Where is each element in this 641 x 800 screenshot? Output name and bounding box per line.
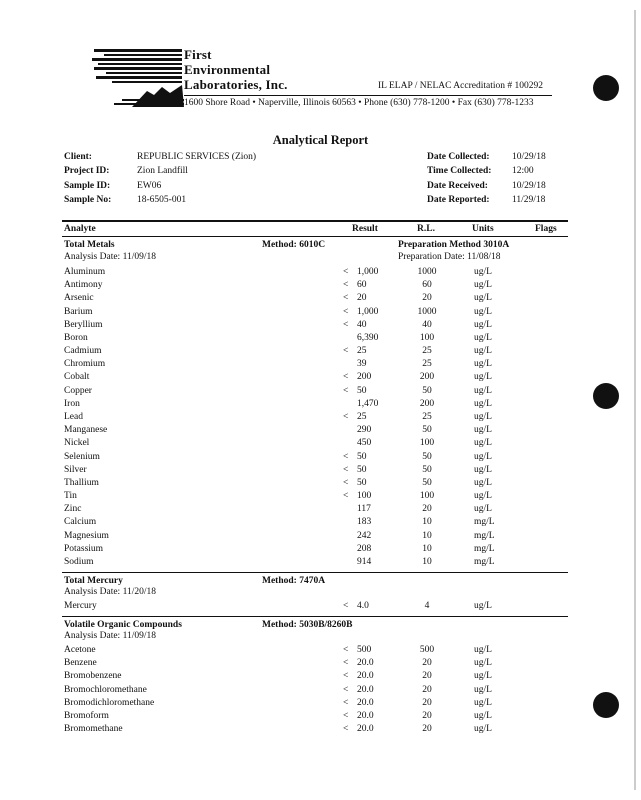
unit-value: ug/L bbox=[474, 724, 492, 735]
unit-value: ug/L bbox=[474, 697, 492, 708]
less-than-qualifier: < bbox=[343, 411, 349, 422]
result-value: 183 bbox=[357, 517, 372, 528]
section-method: Method: 7470A bbox=[262, 576, 326, 586]
analyte-name: Aluminum bbox=[64, 267, 106, 277]
table-row bbox=[0, 412, 641, 425]
unit-value: ug/L bbox=[474, 711, 492, 721]
result-value: 500 bbox=[357, 645, 372, 655]
table-row bbox=[0, 658, 641, 671]
result-value: 20.0 bbox=[357, 697, 374, 708]
table-row bbox=[0, 386, 641, 399]
analyte-name: Magnesium bbox=[64, 530, 109, 541]
less-than-qualifier: < bbox=[343, 697, 349, 708]
result-value: 25 bbox=[357, 346, 367, 357]
company-logo-icon bbox=[92, 47, 187, 107]
table-row bbox=[0, 724, 641, 737]
result-value: 20.0 bbox=[357, 724, 374, 735]
result-value: 1,000 bbox=[357, 306, 379, 317]
result-value: 290 bbox=[357, 425, 372, 436]
table-row bbox=[0, 671, 641, 684]
table-row bbox=[0, 478, 641, 491]
result-value: 60 bbox=[357, 280, 367, 291]
project-label: Project ID: bbox=[64, 166, 110, 176]
result-value: 40 bbox=[357, 319, 367, 330]
sample-id-value: EW06 bbox=[137, 181, 162, 191]
column-header-analyte: Analyte bbox=[64, 224, 96, 234]
result-value: 1,470 bbox=[357, 398, 379, 409]
section-analysis-date: Analysis Date: 11/09/18 bbox=[64, 631, 156, 641]
table-row bbox=[0, 438, 641, 451]
table-row bbox=[0, 346, 641, 359]
punch-hole bbox=[593, 75, 619, 101]
result-value: 20.0 bbox=[357, 684, 374, 695]
table-row bbox=[0, 465, 641, 478]
unit-value: mg/L bbox=[474, 530, 495, 541]
table-top-rule bbox=[62, 220, 568, 222]
reporting-limit: 20 bbox=[422, 293, 432, 304]
unit-value: ug/L bbox=[474, 293, 492, 304]
table-row bbox=[0, 711, 641, 724]
section-prep-method: Preparation Method 3010A bbox=[398, 240, 510, 250]
table-row bbox=[0, 452, 641, 465]
section-prep-date: Preparation Date: 11/08/18 bbox=[398, 252, 501, 262]
less-than-qualifier: < bbox=[343, 658, 349, 669]
less-than-qualifier: < bbox=[343, 724, 349, 735]
section-method: Method: 5030B/8260B bbox=[262, 620, 353, 630]
company-address: 1600 Shore Road • Naperville, Illinois 60563 • Phone (630) 778-1200 • Fax (630) 778-1233 bbox=[184, 98, 534, 108]
section-divider bbox=[62, 572, 568, 573]
table-row bbox=[0, 491, 641, 504]
less-than-qualifier: < bbox=[343, 477, 349, 488]
less-than-qualifier: < bbox=[343, 451, 349, 462]
table-row bbox=[0, 372, 641, 385]
unit-value: ug/L bbox=[474, 411, 492, 422]
result-value: 117 bbox=[357, 504, 371, 515]
reporting-limit: 100 bbox=[419, 332, 435, 343]
less-than-qualifier: < bbox=[343, 671, 349, 682]
analyte-name: Beryllium bbox=[64, 319, 103, 330]
analyte-name: Arsenic bbox=[64, 293, 94, 304]
unit-value: mg/L bbox=[474, 556, 495, 567]
analyte-name: Nickel bbox=[64, 438, 90, 449]
table-row bbox=[0, 307, 641, 320]
unit-value: ug/L bbox=[474, 671, 492, 682]
less-than-qualifier: < bbox=[343, 491, 349, 502]
reporting-limit: 20 bbox=[422, 724, 432, 735]
less-than-qualifier: < bbox=[343, 385, 349, 396]
analyte-name: Calcium bbox=[64, 517, 97, 528]
result-value: 6,390 bbox=[357, 332, 379, 343]
table-row bbox=[0, 425, 641, 438]
result-value: 1,000 bbox=[357, 267, 379, 277]
unit-value: ug/L bbox=[474, 438, 492, 449]
less-than-qualifier: < bbox=[343, 280, 349, 291]
result-value: 450 bbox=[357, 438, 372, 449]
reporting-limit: 25 bbox=[422, 346, 432, 357]
reporting-limit: 25 bbox=[422, 359, 432, 370]
reporting-limit: 50 bbox=[422, 385, 432, 396]
less-than-qualifier: < bbox=[343, 645, 349, 655]
unit-value: ug/L bbox=[474, 601, 492, 611]
table-row bbox=[0, 544, 641, 557]
result-value: 208 bbox=[357, 543, 372, 554]
analyte-name: Antimony bbox=[64, 280, 103, 291]
table-row bbox=[0, 267, 641, 280]
unit-value: mg/L bbox=[474, 543, 495, 554]
reporting-limit: 100 bbox=[419, 491, 435, 502]
reporting-limit: 1000 bbox=[417, 267, 437, 277]
unit-value: ug/L bbox=[474, 332, 492, 343]
company-name-line: Laboratories, Inc. bbox=[184, 77, 288, 92]
result-value: 4.0 bbox=[357, 601, 369, 611]
date-reported-label: Date Reported: bbox=[427, 195, 490, 205]
section-title: Total Mercury bbox=[64, 576, 123, 586]
unit-value: ug/L bbox=[474, 280, 492, 291]
analyte-name: Bromoform bbox=[64, 711, 109, 721]
analyte-name: Tin bbox=[64, 491, 77, 502]
result-value: 100 bbox=[357, 491, 372, 502]
table-row bbox=[0, 698, 641, 711]
unit-value: ug/L bbox=[474, 398, 492, 409]
table-header-rule bbox=[62, 236, 568, 237]
unit-value: ug/L bbox=[474, 346, 492, 357]
reporting-limit: 25 bbox=[422, 411, 432, 422]
less-than-qualifier: < bbox=[343, 267, 349, 277]
analyte-name: Potassium bbox=[64, 543, 104, 554]
analyte-name: Barium bbox=[64, 306, 93, 317]
table-row bbox=[0, 293, 641, 306]
reporting-limit: 20 bbox=[422, 711, 432, 721]
sample-no-value: 18-6505-001 bbox=[137, 195, 187, 205]
reporting-limit: 200 bbox=[419, 398, 435, 409]
client-label: Client: bbox=[64, 152, 92, 162]
reporting-limit: 10 bbox=[422, 530, 432, 541]
less-than-qualifier: < bbox=[343, 293, 349, 304]
less-than-qualifier: < bbox=[343, 319, 349, 330]
analyte-name: Bromodichloromethane bbox=[64, 697, 155, 708]
unit-value: ug/L bbox=[474, 464, 492, 475]
unit-value: ug/L bbox=[474, 306, 492, 317]
analyte-name: Zinc bbox=[64, 504, 82, 515]
reporting-limit: 500 bbox=[419, 645, 435, 655]
analyte-name: Copper bbox=[64, 385, 92, 396]
less-than-qualifier: < bbox=[343, 464, 349, 475]
table-row bbox=[0, 601, 641, 614]
reporting-limit: 4 bbox=[424, 601, 430, 611]
result-value: 200 bbox=[357, 372, 372, 383]
table-row bbox=[0, 359, 641, 372]
section-title: Volatile Organic Compounds bbox=[64, 620, 182, 630]
analyte-name: Silver bbox=[64, 464, 87, 475]
less-than-qualifier: < bbox=[343, 601, 349, 611]
unit-value: ug/L bbox=[474, 451, 492, 462]
table-row bbox=[0, 685, 641, 698]
unit-value: ug/L bbox=[474, 645, 492, 655]
table-row bbox=[0, 399, 641, 412]
result-value: 50 bbox=[357, 464, 367, 475]
result-value: 242 bbox=[357, 530, 372, 541]
analyte-name: Cadmium bbox=[64, 346, 102, 357]
analyte-name: Boron bbox=[64, 332, 88, 343]
unit-value: ug/L bbox=[474, 491, 492, 502]
table-row bbox=[0, 645, 641, 658]
time-collected-value: 12:00 bbox=[512, 166, 534, 176]
unit-value: ug/L bbox=[474, 267, 492, 277]
project-value: Zion Landfill bbox=[137, 166, 188, 176]
table-row bbox=[0, 517, 641, 530]
unit-value: ug/L bbox=[474, 658, 492, 669]
table-row bbox=[0, 280, 641, 293]
unit-value: mg/L bbox=[474, 517, 495, 528]
reporting-limit: 20 bbox=[422, 658, 432, 669]
section-analysis-date: Analysis Date: 11/20/18 bbox=[64, 587, 156, 597]
unit-value: ug/L bbox=[474, 359, 492, 370]
accreditation-text: IL ELAP / NELAC Accreditation # 100292 bbox=[378, 81, 543, 91]
result-value: 20.0 bbox=[357, 671, 374, 682]
page-title: Analytical Report bbox=[272, 133, 369, 147]
section-method: Method: 6010C bbox=[262, 240, 326, 250]
result-value: 39 bbox=[357, 359, 367, 370]
date-reported-value: 11/29/18 bbox=[512, 195, 546, 205]
header-divider bbox=[184, 95, 552, 96]
result-value: 20.0 bbox=[357, 658, 374, 669]
unit-value: ug/L bbox=[474, 372, 492, 383]
column-header-flags: Flags bbox=[535, 224, 557, 234]
table-row bbox=[0, 557, 641, 570]
reporting-limit: 20 bbox=[422, 504, 432, 515]
analyte-name: Sodium bbox=[64, 556, 94, 567]
table-row bbox=[0, 531, 641, 544]
company-name-line: First bbox=[184, 47, 212, 62]
unit-value: ug/L bbox=[474, 425, 492, 436]
reporting-limit: 60 bbox=[422, 280, 432, 291]
unit-value: ug/L bbox=[474, 504, 492, 515]
reporting-limit: 10 bbox=[422, 556, 432, 567]
less-than-qualifier: < bbox=[343, 711, 349, 721]
section-analysis-date: Analysis Date: 11/09/18 bbox=[64, 252, 156, 262]
analyte-name: Thallium bbox=[64, 477, 99, 488]
analyte-name: Bromochloromethane bbox=[64, 684, 147, 695]
unit-value: ug/L bbox=[474, 477, 492, 488]
less-than-qualifier: < bbox=[343, 346, 349, 357]
column-header-units: Units bbox=[472, 224, 494, 234]
date-collected-value: 10/29/18 bbox=[512, 152, 546, 162]
reporting-limit: 20 bbox=[422, 671, 432, 682]
section-title: Total Metals bbox=[64, 240, 115, 250]
sample-id-label: Sample ID: bbox=[64, 181, 111, 191]
analyte-name: Lead bbox=[64, 411, 83, 422]
table-row bbox=[0, 320, 641, 333]
company-name bbox=[184, 47, 288, 92]
time-collected-label: Time Collected: bbox=[427, 166, 492, 176]
analyte-name: Selenium bbox=[64, 451, 100, 462]
result-value: 50 bbox=[357, 451, 367, 462]
analyte-name: Bromomethane bbox=[64, 724, 123, 735]
date-received-value: 10/29/18 bbox=[512, 181, 546, 191]
unit-value: ug/L bbox=[474, 385, 492, 396]
reporting-limit: 50 bbox=[422, 425, 432, 436]
column-header-result: Result bbox=[352, 224, 378, 234]
analyte-name: Mercury bbox=[64, 601, 97, 611]
unit-value: ug/L bbox=[474, 684, 492, 695]
result-value: 20.0 bbox=[357, 711, 374, 721]
reporting-limit: 20 bbox=[422, 697, 432, 708]
analyte-name: Bromobenzene bbox=[64, 671, 122, 682]
less-than-qualifier: < bbox=[343, 306, 349, 317]
result-value: 50 bbox=[357, 385, 367, 396]
reporting-limit: 1000 bbox=[417, 306, 437, 317]
result-value: 914 bbox=[357, 556, 372, 567]
result-value: 50 bbox=[357, 477, 367, 488]
less-than-qualifier: < bbox=[343, 372, 349, 383]
reporting-limit: 50 bbox=[422, 451, 432, 462]
reporting-limit: 10 bbox=[422, 517, 432, 528]
reporting-limit: 10 bbox=[422, 543, 432, 554]
company-name-line: Environmental bbox=[184, 62, 271, 77]
reporting-limit: 200 bbox=[419, 372, 435, 383]
result-value: 20 bbox=[357, 293, 367, 304]
reporting-limit: 100 bbox=[419, 438, 435, 449]
less-than-qualifier: < bbox=[343, 684, 349, 695]
analyte-name: Cobalt bbox=[64, 372, 90, 383]
analyte-name: Manganese bbox=[64, 425, 108, 436]
table-row bbox=[0, 333, 641, 346]
analyte-name: Acetone bbox=[64, 645, 96, 655]
analyte-name: Iron bbox=[64, 398, 80, 409]
reporting-limit: 20 bbox=[422, 684, 432, 695]
reporting-limit: 50 bbox=[422, 464, 432, 475]
sample-no-label: Sample No: bbox=[64, 195, 112, 205]
result-value: 25 bbox=[357, 411, 367, 422]
unit-value: ug/L bbox=[474, 319, 492, 330]
date-received-label: Date Received: bbox=[427, 181, 488, 191]
analyte-name: Chromium bbox=[64, 359, 106, 370]
table-row bbox=[0, 504, 641, 517]
reporting-limit: 40 bbox=[422, 319, 432, 330]
reporting-limit: 50 bbox=[422, 477, 432, 488]
date-collected-label: Date Collected: bbox=[427, 152, 490, 162]
client-value: REPUBLIC SERVICES (Zion) bbox=[137, 152, 257, 162]
column-header-rl: R.L. bbox=[417, 224, 435, 234]
section-divider bbox=[62, 616, 568, 617]
analyte-name: Benzene bbox=[64, 658, 97, 669]
